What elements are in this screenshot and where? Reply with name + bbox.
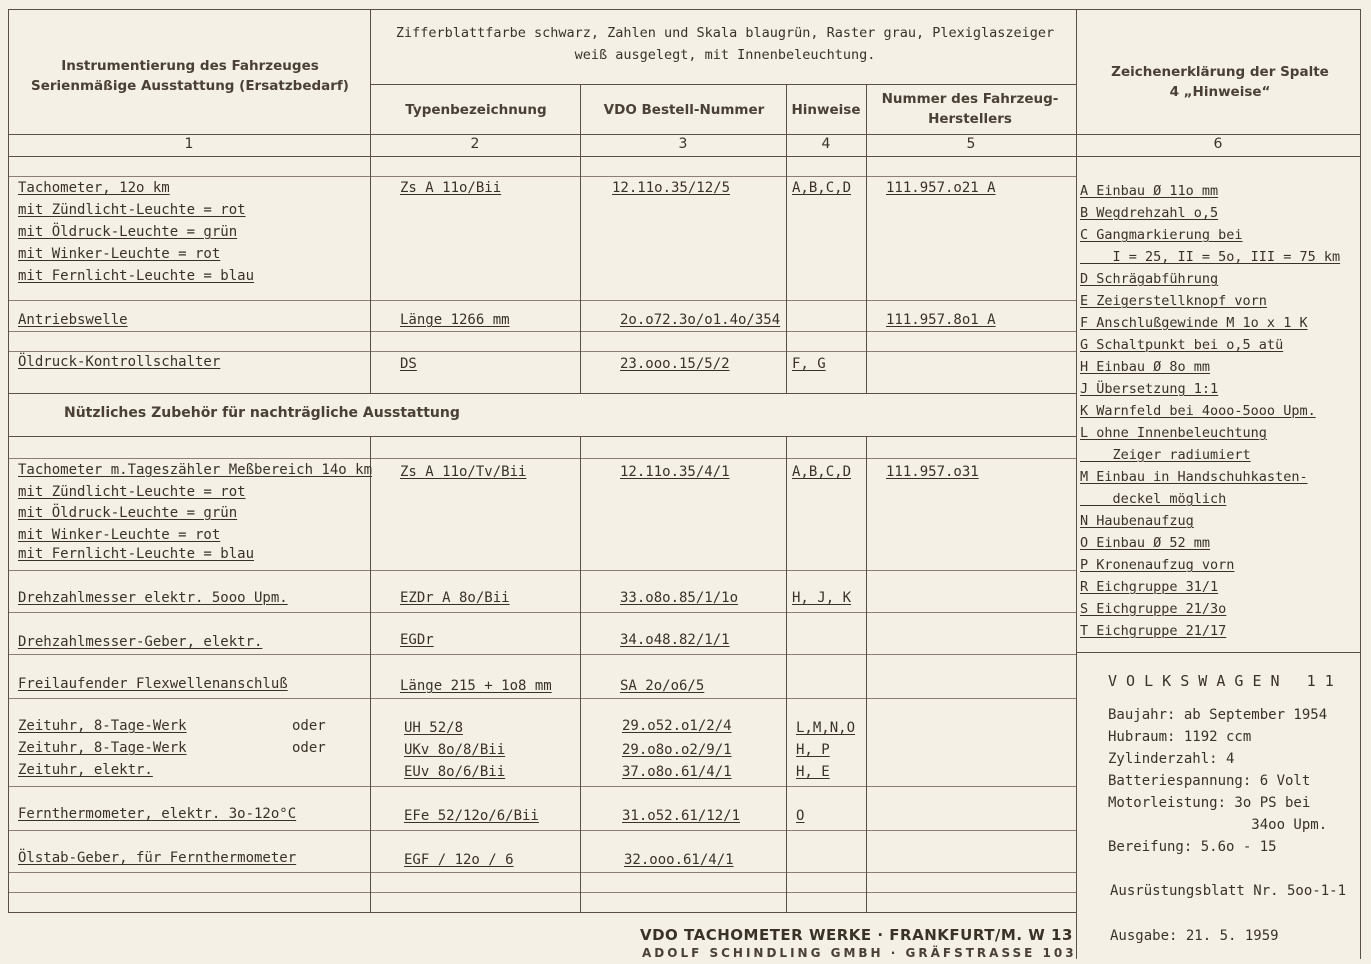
row-type: EGF / 12o / 6	[404, 852, 514, 868]
row-type: EFe 52/12o/6/Bii	[404, 808, 539, 824]
legend-item: F Anschlußgewinde M 1o x 1 K	[1080, 315, 1308, 331]
sheet-number: Ausrüstungsblatt Nr. 5oo-1-1	[1110, 883, 1347, 899]
legend-item: D Schrägabführung	[1080, 271, 1219, 287]
spec-line: Bereifung: 5.6o - 15	[1108, 839, 1277, 855]
issue-date: Ausgabe: 21. 5. 1959	[1110, 928, 1279, 944]
row-type: EGDr	[400, 632, 434, 648]
col3-header: VDO Bestell-Nummer	[603, 102, 765, 118]
spec-line: Batteriespannung: 6 Volt	[1108, 773, 1311, 789]
legend-item: G Schaltpunkt bei o,5 atü	[1080, 337, 1284, 353]
row-order-number: 29.o52.o1/2/4	[622, 718, 732, 734]
col-number-3: 3	[678, 136, 688, 152]
row-notes: A,B,C,D	[792, 464, 852, 480]
row-type: Länge 1266 mm	[400, 312, 510, 328]
row-notes: O	[796, 808, 805, 824]
row-order-number: 23.ooo.15/5/2	[620, 356, 730, 372]
row-type: DS	[400, 356, 417, 372]
col-number-4: 4	[821, 136, 831, 152]
legend-item: B Wegdrehzahl o,5	[1080, 205, 1219, 221]
legend-list	[1080, 180, 1358, 642]
col4-header: Hinweise	[791, 102, 861, 118]
row-notes: H, P	[796, 742, 830, 758]
legend-item: deckel möglich	[1080, 491, 1227, 507]
row-order-number: 2o.o72.3o/o1.4o/354	[620, 312, 781, 328]
row-name: Tachometer m.Tageszähler Meßbereich 14o km	[18, 462, 373, 478]
row-type: Zs A 11o/Bii	[400, 180, 502, 196]
col-number-2: 2	[470, 136, 480, 152]
legend-item: A Einbau Ø 11o mm	[1080, 183, 1219, 199]
row-notes: A,B,C,D	[792, 180, 852, 196]
row-order-number: 34.o48.82/1/1	[620, 632, 730, 648]
legend-item: R Eichgruppe 31/1	[1080, 579, 1219, 595]
row-type: Länge 215 + 1o8 mm	[400, 678, 552, 694]
row-name: mit Fernlicht-Leuchte = blau	[18, 546, 255, 562]
row-name: Drehzahlmesser elektr. 5ooo Upm.	[18, 590, 288, 606]
col-number-1: 1	[184, 136, 194, 152]
row-notes: H, E	[796, 764, 830, 780]
row-order-number: 33.o8o.85/1/1o	[620, 590, 739, 606]
row-order-number: 32.ooo.61/4/1	[624, 852, 734, 868]
legend-item: L ohne Innenbeleuchtung	[1080, 425, 1267, 441]
dial-note: Zifferblattfarbe schwarz, Zahlen und Skala blaugrün, Raster grau, Plexiglaszeiger weiß ausgelegt, mit Innenbeleuchtung.	[395, 25, 1055, 63]
spec-line: Baujahr: ab September 1954	[1108, 707, 1328, 723]
row-name: mit Fernlicht-Leuchte = blau	[18, 268, 255, 284]
legend-item: P Kronenaufzug vorn	[1080, 557, 1235, 573]
col1-header: Instrumentierung des Fahrzeuges Serienmäßige Ausstattung (Ersatzbedarf)	[31, 58, 349, 94]
row-name: Ölstab-Geber, für Fernthermometer	[18, 850, 297, 866]
row-order-number: SA 2o/o6/5	[620, 678, 705, 694]
row-name: Zeituhr, elektr.	[18, 762, 153, 778]
row-name: Drehzahlmesser-Geber, elektr.	[18, 634, 263, 650]
row-type: EZDr A 8o/Bii	[400, 590, 510, 606]
row-name: Freilaufender Flexwellenanschluß	[18, 676, 288, 692]
legend-item: H Einbau Ø 8o mm	[1080, 359, 1211, 375]
row-name: Fernthermometer, elektr. 3o-12o°C	[18, 806, 297, 822]
legend-item: N Haubenaufzug	[1080, 513, 1194, 529]
spec-line: Hubraum: 1192 ccm	[1108, 729, 1252, 745]
col-number-5: 5	[966, 136, 976, 152]
spec-line: 34oo Upm.	[1108, 817, 1328, 833]
row-name: Antriebswelle	[18, 312, 128, 328]
row-order-number: 29.o8o.o2/9/1	[622, 742, 732, 758]
col6-header: Zeichenerklärung der Spalte 4 „Hinweise“	[1111, 64, 1329, 100]
col-number-6: 6	[1213, 136, 1223, 152]
legend-item: M Einbau in Handschuhkasten-	[1080, 469, 1308, 485]
legend-item: K Warnfeld bei 4ooo-5ooo Upm.	[1080, 403, 1316, 419]
spec-line: Motorleistung: 3o PS bei	[1108, 795, 1311, 811]
legend-item: J Übersetzung 1:1	[1080, 381, 1219, 397]
row-notes: L,M,N,O	[796, 720, 856, 736]
company-name: VDO TACHOMETER WERKE · FRANKFURT/M. W 13	[640, 926, 1073, 944]
legend-item: C Gangmarkierung bei	[1080, 227, 1243, 243]
row-order-number: 12.11o.35/12/5	[612, 180, 731, 196]
row-name: mit Winker-Leuchte = rot	[18, 527, 221, 543]
row-order-number: 12.11o.35/4/1	[620, 464, 730, 480]
row-order-number: 37.o8o.61/4/1	[622, 764, 732, 780]
row-notes: H, J, K	[792, 590, 852, 606]
row-name: mit Zündlicht-Leuchte = rot	[18, 202, 246, 218]
row-maker-number: 111.957.o21 A	[886, 180, 996, 196]
accessories-section-title: Nützliches Zubehör für nachträgliche Ausstattung	[64, 405, 460, 421]
row-name: mit Öldruck-Leuchte = grün	[18, 224, 238, 240]
legend-item: S Eichgruppe 21/3o	[1080, 601, 1227, 617]
row-suffix: oder	[292, 740, 326, 756]
spec-line: Zylinderzahl: 4	[1108, 751, 1235, 767]
row-order-number: 31.o52.61/12/1	[622, 808, 741, 824]
col2-header: Typenbezeichnung	[405, 102, 547, 118]
row-notes: F, G	[792, 356, 826, 372]
row-suffix: oder	[292, 718, 326, 734]
vehicle-specs	[1108, 704, 1356, 858]
row-type: EUv 8o/6/Bii	[404, 764, 506, 780]
row-name: Tachometer, 12o km	[18, 180, 170, 196]
row-name: mit Winker-Leuchte = rot	[18, 246, 221, 262]
row-maker-number: 111.957.8o1 A	[886, 312, 996, 328]
row-name: Öldruck-Kontrollschalter	[18, 354, 221, 370]
row-name: mit Öldruck-Leuchte = grün	[18, 505, 238, 521]
legend-item: E Zeigerstellknopf vorn	[1080, 293, 1267, 309]
row-name: Zeituhr, 8-Tage-Werk	[18, 718, 187, 734]
row-name: mit Zündlicht-Leuchte = rot	[18, 484, 246, 500]
row-type: UH 52/8	[404, 720, 464, 736]
vehicle-name: V O L K S W A G E N 1 1	[1108, 672, 1334, 690]
row-maker-number: 111.957.o31	[886, 464, 979, 480]
legend-item: I = 25, II = 5o, III = 75 km	[1080, 249, 1341, 265]
col5-header: Nummer des Fahrzeug-Herstellers	[881, 91, 1059, 127]
company-address: ADOLF SCHINDLING GMBH · GRÄFSTRASSE 103	[642, 946, 1077, 960]
row-type: UKv 8o/8/Bii	[404, 742, 506, 758]
legend-item: Zeiger radiumiert	[1080, 447, 1251, 463]
legend-item: T Eichgruppe 21/17	[1080, 623, 1227, 639]
row-name: Zeituhr, 8-Tage-Werk	[18, 740, 187, 756]
legend-item: O Einbau Ø 52 mm	[1080, 535, 1211, 551]
row-type: Zs A 11o/Tv/Bii	[400, 464, 527, 480]
